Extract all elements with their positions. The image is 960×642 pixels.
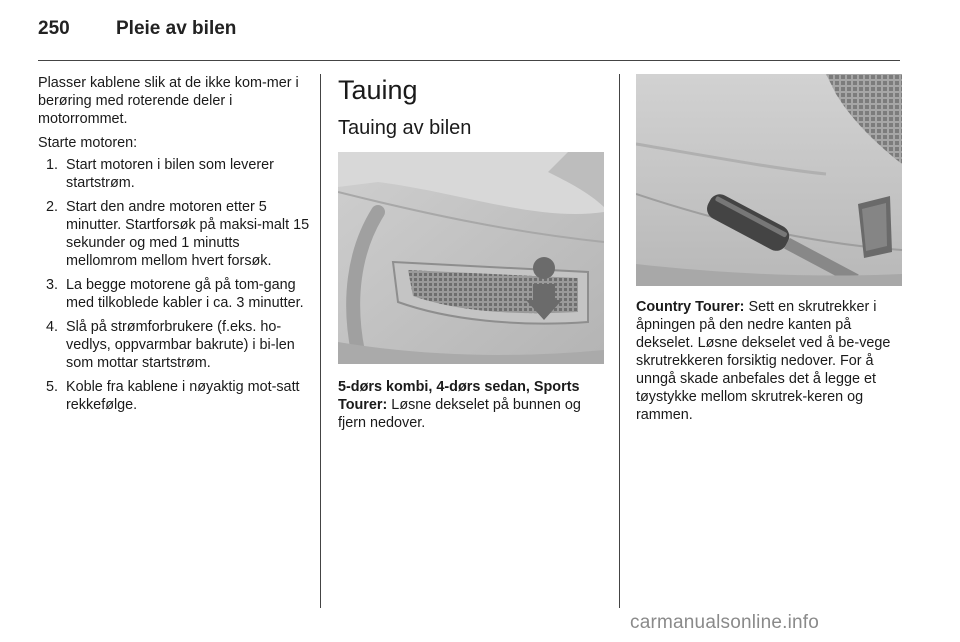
page-header bbox=[38, 18, 900, 62]
column-3 bbox=[636, 74, 902, 430]
header-divider bbox=[38, 60, 900, 61]
column-divider-1 bbox=[320, 74, 321, 608]
list-item: 5. Koble fra kablene i nøyaktig mot-satt rekkefølge. bbox=[46, 379, 300, 413]
figure-caption: Country Tourer: Sett en skrutrekker i åpningen på den nedre kanten på dekselet. Løsne dekselet ved å be-vege skrutrekkeren forsiktig nedover. For å unngå skade anbefales det å legge et tøystykke mellom skrutrek-keren og rammen. bbox=[636, 299, 891, 423]
intro-paragraph: Plasser kablene slik at de ikke kom-mer i berøring med roterende deler i motorrommet. bbox=[38, 75, 299, 127]
figure-caption: 5-dørs kombi, 4-dørs sedan, Sports Tourer: Løsne dekselet på bunnen og fjern nedover. bbox=[338, 379, 581, 431]
start-label: Starte motoren: bbox=[38, 135, 138, 151]
screwdriver-illustration bbox=[636, 74, 902, 286]
list-item: 4. Slå på strømforbrukere (f.eks. ho-vedlys, oppvarmbar bakrute) i bi-len som mottar startstrøm. bbox=[46, 319, 295, 371]
column-1 bbox=[38, 74, 310, 420]
start-steps-list bbox=[38, 156, 310, 414]
column-divider-2 bbox=[619, 74, 620, 608]
list-item: 3. La begge motorene gå på tom-gang med tilkoblede kabler i ca. 3 minutter. bbox=[46, 277, 304, 311]
column-2 bbox=[338, 74, 604, 438]
section-heading: Tauing bbox=[338, 75, 418, 105]
list-item: 1. Start motoren i bilen som leverer startstrøm. bbox=[46, 157, 274, 191]
page-number: 250 bbox=[38, 18, 70, 39]
list-item: 2. Start den andre motoren etter 5 minutter. Startforsøk på maksi-malt 15 sekunder og med 1 minutts mellomrom mellom hvert forsøk. bbox=[46, 199, 310, 269]
bumper-cover-illustration bbox=[338, 152, 604, 364]
page-title: Pleie av bilen bbox=[116, 18, 237, 39]
section-subheading: Tauing av bilen bbox=[338, 117, 472, 139]
watermark: carmanualsonline.info bbox=[630, 612, 820, 633]
